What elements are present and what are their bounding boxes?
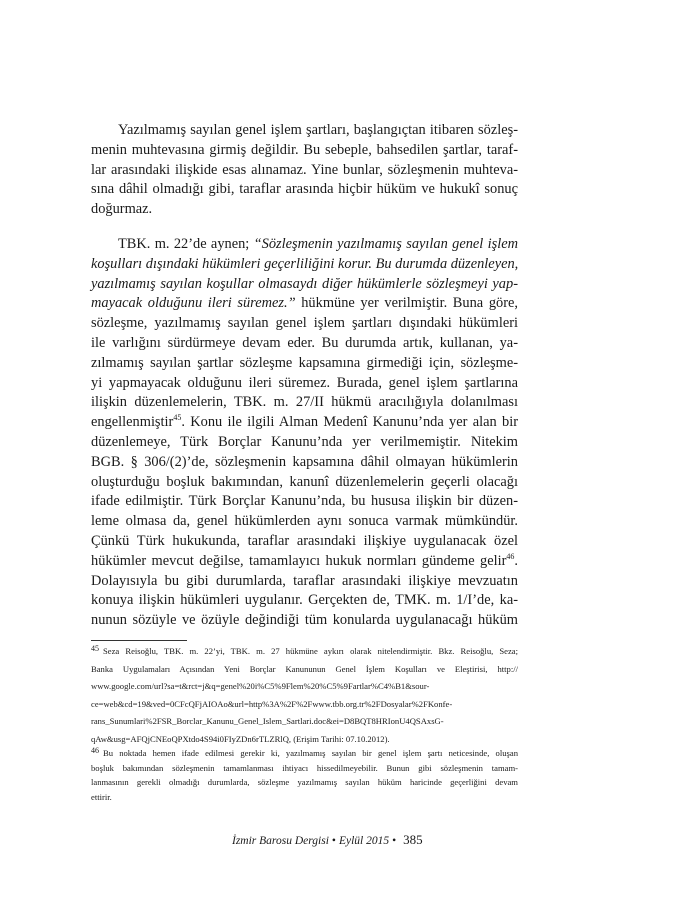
quote-run: “Sözleşmenin yazılmamış sayılan genel işlem: [253, 236, 518, 252]
paragraph-2-line: [91, 294, 518, 314]
separator-dot: •: [392, 835, 397, 847]
footnote-ref-46[interactable]: 46: [506, 551, 515, 561]
paragraph-2-line: [91, 413, 518, 433]
page-footer: [232, 832, 423, 848]
quote-run: mayacak olduğunu ileri süremez.”: [91, 295, 296, 312]
paragraph-2-line: Çünkü Türk hukukunda, taraflar arasındaki ilişkiye uygulanacak özel: [91, 532, 518, 549]
paragraph-1-line: menin muhtevasına girmiş değildir. Bu sebeple, bahsedilen şartlar, taraf-: [91, 141, 518, 158]
text-run: . Konu ile ilgili Alman Medenî Kanunu’nda yer alan bir: [181, 414, 518, 431]
text-run: .: [514, 552, 518, 569]
footnote-number: 46: [91, 746, 99, 755]
footnote-line: [91, 744, 518, 761]
paragraph-2-line: nunun sözüyle ve özüyle değindiği tüm konularda uygulanacağı hüküm: [91, 612, 518, 629]
page-number: 385: [403, 832, 423, 847]
text-run: hükümler mevcut değilse, tamamlayıcı hukuk normları gündeme gelir: [91, 552, 507, 569]
paragraph-2-line: konuya ilişkin hükümleri uygulanır. Gerçekten de, TMK. m. 1/I’de, ka-: [91, 592, 518, 609]
footnote-line: ettirir.: [91, 791, 112, 802]
paragraph-2-line: koşulları dışındaki hükümleri geçerliliğini korur. Bu durumda düzenleyen,: [91, 255, 519, 272]
paragraph-2-line: yi yapmayacak olduğunu ileri süremez. Burada, genel işlem şartlarına: [91, 374, 518, 391]
paragraph-1-line: sına dâhil olmadığı gibi, taraflar arasında hiçbir hüküm ve hukukî sonuç: [91, 181, 518, 198]
footnote-link-line[interactable]: ce=web&cd=19&ved=0CFcQFjAIOAo&url=http%3A%2F%2Fwww.tbb.org.tr%2FDosyalar%2FKonfe-: [91, 698, 453, 709]
paragraph-2-line: Dolayısıyla bu gibi durumlarda, taraflar arasındaki ilişkiye mevzuatın: [91, 572, 518, 589]
separator-dot: •: [331, 835, 336, 847]
text-run: hükmüne yer verilmiştir. Buna göre,: [295, 295, 518, 312]
paragraph-1: [91, 121, 518, 220]
footnote-45: [91, 640, 518, 749]
paragraph-1-line: lar arasındaki ilişkide esas alınamaz. Yine bunlar, sözleşmenin muhteva-: [91, 161, 518, 178]
paragraph-1-line: doğurmaz.: [91, 201, 153, 218]
paragraph-2-line: ile varlığını sürdürmeye devam eder. Bu durumda artık, kullanan, ya-: [91, 334, 518, 351]
paragraph-2-line: [91, 235, 518, 255]
paragraph-2-line: ilişkin düzenlemelerin, TBK. m. 27/II hükmü aracılığıyla dolanılması: [91, 394, 518, 411]
paragraph-2-line: leme olmasa da, genel hükümlerden aynı sonuca varmak mümkündür.: [91, 513, 518, 530]
footnote-line: Banka Uygulamaları Açısından Yeni Borçlar Kanununun Genel İşlem Koşulları ve Eleştirisi, http://: [91, 663, 518, 674]
paragraph-2: [91, 235, 518, 631]
text-run: TBK. m. 22’de aynen;: [118, 236, 254, 252]
paragraph-1-line: Yazılmamış sayılan genel işlem şartları, başlangıçtan itibaren sözleş-: [118, 122, 518, 138]
paragraph-2-line: düzenlemeye, Türk Borçlar Kanunu’nda yer verilmemiştir. Nitekim: [91, 433, 518, 450]
paragraph-2-line: ifade edilmiştir. Türk Borçlar Kanunu’nda, bu hususa ilişkin bir düzen-: [91, 493, 518, 510]
paragraph-2-line: yazılmamış sayılan koşullar olmasaydı diğer hükümlerle sözleşmeyi yap-: [91, 275, 518, 292]
paragraph-2-line: sözleşme, yazılmamış sayılan genel işlem şartları dışındaki hükümleri: [91, 315, 518, 332]
issue-date: Eylül 2015: [338, 835, 390, 847]
footnote-line: qAw&usg=AFQjCNEoQPXtdo4S94i0FIyZDn6rTLZRlQ, (Erişim Tarihi: 07.10.2012).: [91, 733, 390, 744]
footnote-line: boşluk bakımından sözleşmenin tamamlanması ihtiyacı hissedilmeyebilir. Bunun gibi sözleşmenin tamam-: [91, 762, 518, 773]
footnote-text: Seza Reisoğlu, TBK. m. 22’yi, TBK. m. 27 hükmüne aykırı olarak nitelendirmiştir. Bkz. Reisoğlu, Seza;: [103, 646, 518, 656]
footnote-line: [91, 640, 518, 661]
paragraph-2-line: [91, 552, 518, 572]
footnote-link-line[interactable]: rans_Sunumlari%2FSR_Borclar_Kanunu_Genel_Islem_Sartlari.doc&ei=D8BQT8HRIonU4QSAxsG-: [91, 716, 444, 727]
footnote-ref-45[interactable]: 45: [173, 413, 182, 423]
journal-title: İzmir Barosu Dergisi: [232, 835, 329, 847]
paragraph-2-line: zılmamış sayılan şartlar sözleşme kapsamına girmediği için, sözleşme-: [91, 354, 518, 371]
footnote-number: 45: [91, 644, 99, 653]
footnote-line: lanmasının gerekli olmadığı durumlarda, sözleşme yazılmamış sayılan hüküm haricinde geçerliğini devam: [91, 777, 518, 788]
footnote-link-line[interactable]: www.google.com/url?sa=t&rct=j&q=genel%20i%C5%9Flem%20%C5%9Fartlar%C4%B1&sour-: [91, 681, 430, 692]
footnote-text: Bu noktada hemen ifade edilmesi gerekir ki, yazılmamış sayılan bir genel işlem şartı neticesinde, oluşan: [103, 748, 518, 758]
text-run: engellenmiştir: [91, 414, 174, 431]
paragraph-2-line: BGB. § 306/(2)’de, sözleşmenin kapsamına dâhil olmayan hükümlerin: [91, 453, 518, 470]
footnote-46: [91, 744, 518, 804]
paragraph-2-line: oluşturduğu boşluk bakımından, kanunî düzenlemelerin geçerli olacağı: [91, 473, 518, 490]
